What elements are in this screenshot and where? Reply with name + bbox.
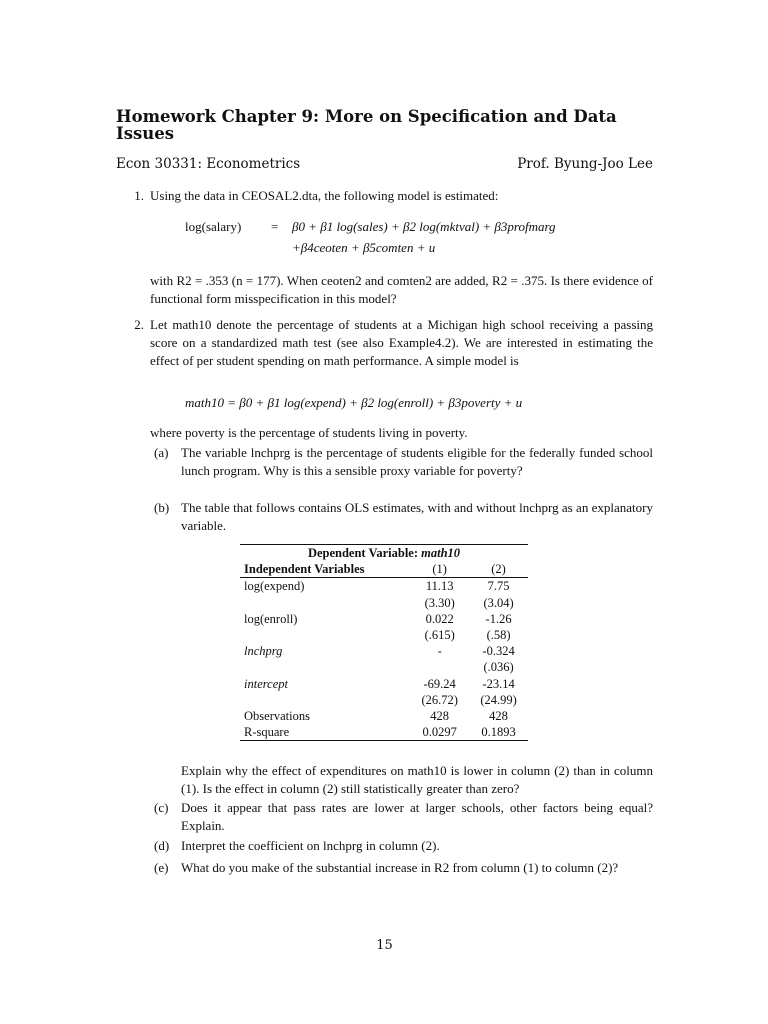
row-label: intercept xyxy=(244,676,288,691)
cell-col1: (3.30) xyxy=(424,595,455,610)
dep-var-label: Dependent Variable: xyxy=(307,546,419,561)
dep-var-name: math10 xyxy=(421,546,461,561)
cell-col2: (.036) xyxy=(483,660,514,675)
q2-equation: math10 = β0 + β1 log(expend) + β2 log(enroll) + β3poverty + u xyxy=(185,395,523,410)
cell-col2: 0.1893 xyxy=(481,725,516,740)
part-e-label: (e) xyxy=(154,860,169,875)
part-b-label: (b) xyxy=(154,500,170,515)
part-b-text: The table that follows contains OLS estimates, with and without lnchprg as an explanatory variable. xyxy=(181,500,653,533)
column-2-header: (2) xyxy=(491,562,506,577)
row-label: Observations xyxy=(244,708,310,723)
cell-col1: (.615) xyxy=(424,628,455,643)
row-label xyxy=(240,692,410,708)
row-label: R-square xyxy=(244,725,290,740)
q1-equation-lhs xyxy=(185,219,241,235)
cell-col1: 11.13 xyxy=(425,579,454,594)
cell-col1: 0.022 xyxy=(425,611,454,626)
professor-name: Prof. Byung-Joo Lee xyxy=(517,156,653,172)
cell-col1 xyxy=(410,659,469,675)
cell-col2: 428 xyxy=(489,708,508,723)
indep-vars-header: Independent Variables xyxy=(244,562,365,577)
q1-equation-equals: = xyxy=(271,219,279,234)
cell-col2: 7.75 xyxy=(487,579,510,594)
table-row xyxy=(240,724,528,741)
table-row xyxy=(240,676,528,692)
cell-col1: (26.72) xyxy=(421,692,458,707)
row-label xyxy=(240,595,410,611)
part-c-label: (c) xyxy=(154,800,169,815)
row-label xyxy=(240,659,410,675)
question-1-intro: Using the data in CEOSAL2.dta, the following model is estimated: xyxy=(150,188,499,203)
q2-where-text: where poverty is the percentage of students living in poverty. xyxy=(150,425,468,440)
part-c-text: Does it appear that pass rates are lower at larger schools, other factors being equal? Explain. xyxy=(181,800,653,833)
cell-col1: - xyxy=(437,644,442,659)
table-row xyxy=(240,643,528,659)
dependent-variable-header xyxy=(240,545,528,562)
q1-equation-line1: β0 + β1 log(sales) + β2 log(mktval) + β3profmarg xyxy=(292,219,556,234)
part-a-label: (a) xyxy=(154,445,169,460)
q1-lhs-text: log(salary) xyxy=(185,219,242,234)
regression-table xyxy=(240,544,528,741)
cell-col1: 428 xyxy=(430,708,450,723)
table-row xyxy=(240,578,528,595)
cell-col2: (.58) xyxy=(486,628,511,643)
row-label: log(enroll) xyxy=(244,611,298,626)
table-row xyxy=(240,627,528,643)
course-name: Econ 30331: Econometrics xyxy=(116,156,301,172)
part-e-text: What do you make of the substantial increase in R2 from column (1) to column (2)? xyxy=(181,860,619,875)
row-label: lnchprg xyxy=(244,644,283,659)
table-row xyxy=(240,692,528,708)
table-row xyxy=(240,595,528,611)
question-2-intro: Let math10 denote the percentage of students at a Michigan high school receiving a passing score on a standardized math test (see also Example4.2). We are interested in estimating the effect of per student spending on math performance. A simple model is xyxy=(150,317,653,368)
cell-col2: -23.14 xyxy=(482,676,515,691)
part-d-label: (d) xyxy=(154,838,170,853)
part-a-text: The variable lnchprg is the percentage of students eligible for the federally funded school lunch program. Why is this a sensible proxy variable for poverty? xyxy=(181,445,653,478)
cell-col2: (24.99) xyxy=(480,692,517,707)
table-row xyxy=(240,708,528,724)
explain-text: Explain why the effect of expenditures on math10 is lower in column (2) than in column (1). Is the effect in column (2) still statistically greater than zero? xyxy=(181,763,653,796)
document-title: Homework Chapter 9: More on Specification and Data Issues xyxy=(116,107,617,143)
question-2-number: 2. xyxy=(134,317,144,332)
cell-col1: 0.0297 xyxy=(422,725,457,740)
cell-col2: -0.324 xyxy=(482,644,515,659)
column-1-header: (1) xyxy=(432,562,447,577)
question-1-number: 1. xyxy=(134,188,144,203)
row-label xyxy=(240,627,410,643)
question-1-followup: with R2 = .353 (n = 177). When ceoten2 and comten2 are added, R2 = .375. Is there evidence of functional form misspecification in this model? xyxy=(150,273,653,306)
cell-col2: (3.04) xyxy=(483,595,514,610)
part-d-text: Interpret the coefficient on lnchprg in column (2). xyxy=(181,838,440,853)
row-label: log(expend) xyxy=(244,579,305,594)
cell-col2: -1.26 xyxy=(485,611,512,626)
table-row xyxy=(240,611,528,627)
q1-equation-line2: +β4ceoten + β5comten + u xyxy=(292,240,436,255)
page-number: 15 xyxy=(376,938,393,953)
cell-col1: -69.24 xyxy=(423,676,456,691)
document-page xyxy=(116,0,653,1024)
table-row xyxy=(240,659,528,675)
